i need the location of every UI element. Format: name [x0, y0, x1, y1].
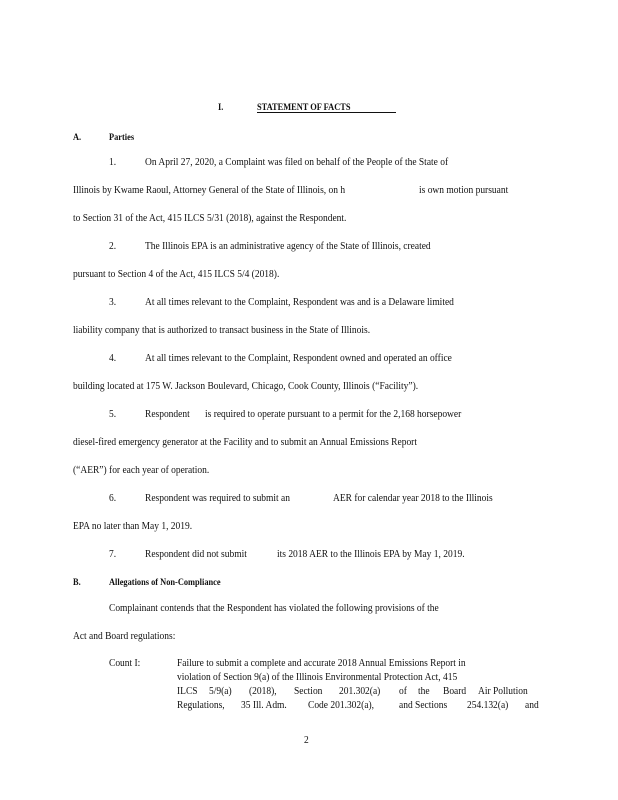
section-b-letter: B.: [73, 577, 81, 587]
para-6-line-1a: Respondent was required to submit an: [145, 493, 290, 504]
para-5-number: 5.: [109, 409, 117, 420]
count-j4-w0: Regulations,: [177, 700, 225, 711]
count-j4-w3: and Sections: [399, 700, 448, 711]
count-line-2: violation of Section 9(a) of the Illinois Environmental Protection Act, 415: [177, 672, 458, 683]
heading-number: I.: [218, 102, 224, 112]
count-j3-w0: ILCS: [177, 686, 198, 697]
para-1-line-1: On April 27, 2020, a Complaint was filed on behalf of the People of the State of: [145, 157, 449, 168]
para-1-line-2b: is own motion pursuant: [419, 185, 509, 196]
count-j4-w4: 254.132(a): [467, 700, 509, 711]
para-1-line-2: Illinois by Kwame Raoul, Attorney General of the State of Illinois, on h: [73, 185, 346, 196]
count-j3-w2: (2018),: [249, 686, 277, 697]
count-j3-w6: the: [418, 686, 430, 697]
para-5-line-1b: is required to operate pursuant to a permit for the 2,168 horsepower: [205, 409, 462, 420]
para-1-line-3: to Section 31 of the Act, 415 ILCS 5/31 (2018), against the Respondent.: [73, 213, 347, 224]
count-label: Count I:: [109, 658, 141, 669]
count-j3-w1: 5/9(a): [209, 686, 232, 697]
section-a-title: Parties: [109, 132, 135, 142]
para-2-number: 2.: [109, 241, 117, 252]
para-5-line-3: (“AER”) for each year of operation.: [73, 465, 210, 476]
para-4-line-1: At all times relevant to the Complaint, Respondent owned and operated an office: [145, 353, 452, 364]
para-7-line-1b: its 2018 AER to the Illinois EPA by May 1, 2019.: [277, 549, 465, 560]
count-j3-w4: 201.302(a): [339, 686, 381, 697]
para-5-line-1a: Respondent: [145, 409, 190, 420]
complainant-line-1: Complainant contends that the Respondent has violated the following provisions of the: [109, 603, 439, 614]
heading-title: STATEMENT OF FACTS: [257, 102, 351, 112]
para-4-line-2: building located at 175 W. Jackson Boulevard, Chicago, Cook County, Illinois (“Facility”).: [73, 381, 419, 392]
para-7-line-1a: Respondent did not submit: [145, 549, 247, 560]
para-2-line-2: pursuant to Section 4 of the Act, 415 ILCS 5/4 (2018).: [73, 269, 280, 280]
para-1-number: 1.: [109, 157, 117, 168]
para-6-line-2: EPA no later than May 1, 2019.: [73, 521, 193, 532]
heading-underline: [257, 112, 396, 113]
complainant-line-2: Act and Board regulations:: [73, 631, 176, 642]
count-j3-w8: Air Pollution: [478, 686, 528, 697]
count-j3-w5: of: [399, 686, 407, 697]
section-b-title: Allegations of Non-Compliance: [109, 577, 221, 587]
para-2-line-1: The Illinois EPA is an administrative agency of the State of Illinois, created: [145, 241, 431, 252]
para-7-number: 7.: [109, 549, 117, 560]
count-line-1: Failure to submit a complete and accurate 2018 Annual Emissions Report in: [177, 658, 466, 669]
para-5-line-2: diesel-fired emergency generator at the Facility and to submit an Annual Emissions Report: [73, 437, 417, 448]
count-j4-w1: 35 Ill. Adm.: [241, 700, 287, 711]
para-4-number: 4.: [109, 353, 117, 364]
para-3-line-1: At all times relevant to the Complaint, Respondent was and is a Delaware limited: [145, 297, 454, 308]
section-a-letter: A.: [73, 132, 82, 142]
para-6-number: 6.: [109, 493, 117, 504]
count-j3-w3: Section: [294, 686, 323, 697]
count-j4-w5: and: [525, 700, 539, 711]
page-number: 2: [304, 735, 309, 746]
para-3-number: 3.: [109, 297, 117, 308]
count-j3-w7: Board: [443, 686, 467, 697]
para-6-line-1b: AER for calendar year 2018 to the Illinois: [333, 493, 493, 504]
count-j4-w2: Code 201.302(a),: [308, 700, 375, 711]
para-3-line-2: liability company that is authorized to transact business in the State of Illinois.: [73, 325, 371, 336]
